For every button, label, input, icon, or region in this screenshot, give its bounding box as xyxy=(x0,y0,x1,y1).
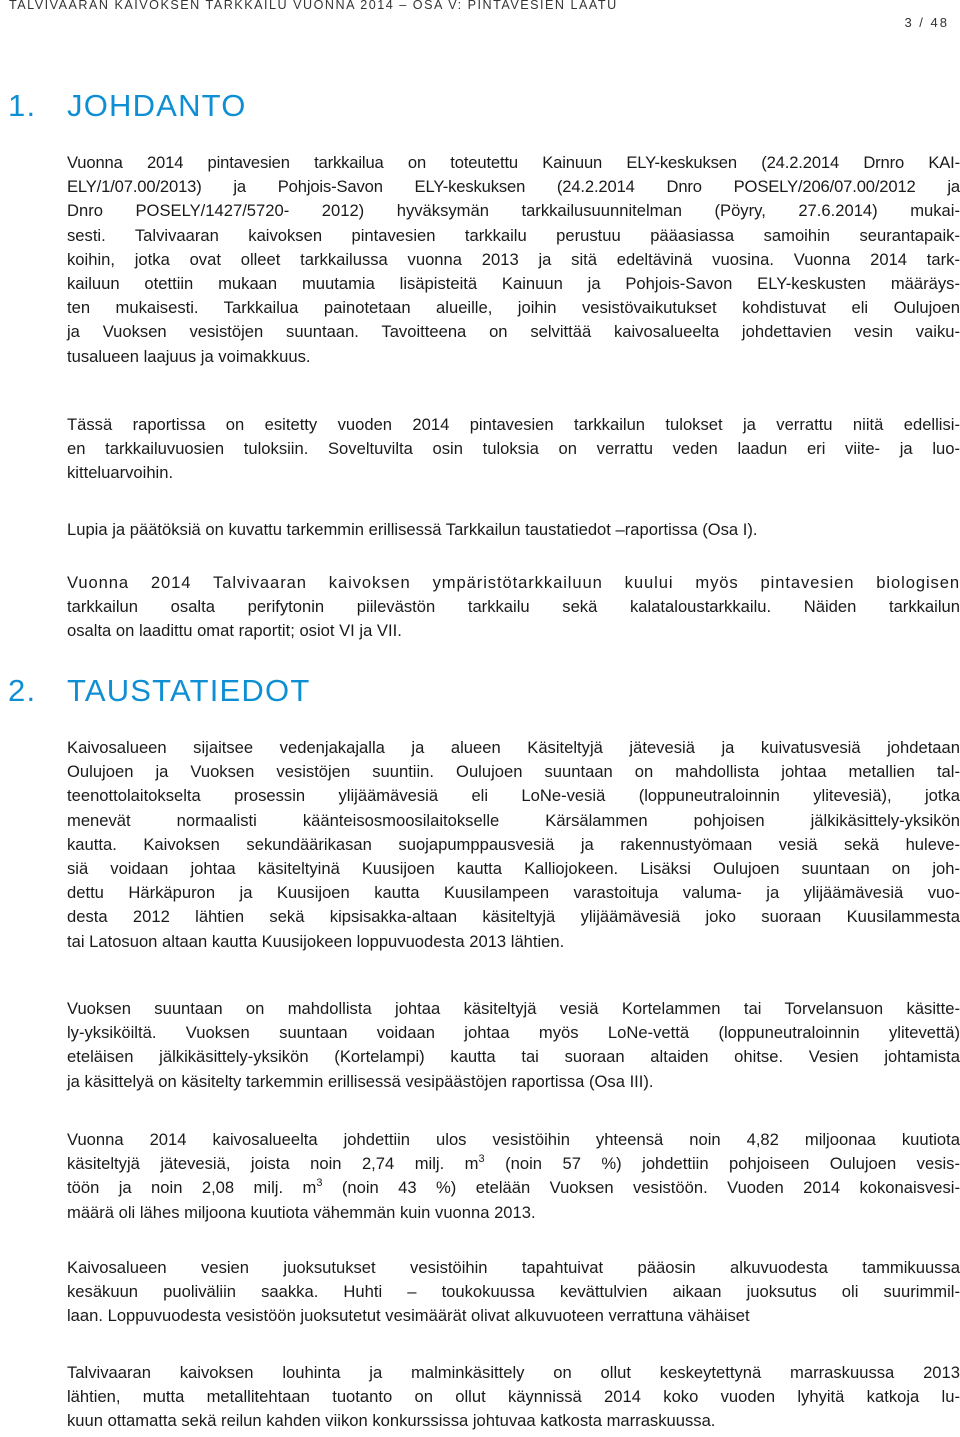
text-line: Dnro POSELY/1427/5720- 2012) hyväksymän tarkkailusuunnitelman (Pöyry, 27.6.2014) mukai- xyxy=(67,201,960,221)
text-line: Vuoksen suuntaan on mahdollista johtaa käsiteltyjä vesiä Kortelammen tai Torvelansuon käsitte- xyxy=(67,999,960,1018)
text-line: ja käsittelyä on käsitelty tarkemmin erillisessä vesipäästöjen raportissa (Osa III). xyxy=(67,1071,654,1091)
paragraph xyxy=(67,413,960,486)
text-line: Vuonna 2014 Talvivaaran kaivoksen ympäristötarkkailuun kuului myös pintavesien biologisen xyxy=(67,573,960,592)
text-line: ELY/1/07.00/2013) ja Pohjois-Savon ELY-keskuksen (24.2.2014 Dnro POSELY/206/07.00/2012 ja xyxy=(67,177,960,197)
text-line: dettu Härkäpuron ja Kuusijoen kautta Kuusilampeen varastoituja valuma- ja ylijäämävesiä vuo- xyxy=(67,883,960,903)
text-segment: (noin 57 %) johdettiin pohjoiseen Oulujoen vesis- xyxy=(484,1154,960,1174)
text-line: ja Vuoksen vesistöjen suuntaan. Tavoitteena on selvittää kaivosalueelta johdettavien vesin vaiku- xyxy=(67,322,960,342)
text-line xyxy=(67,1176,960,1200)
text-line: sesti. Talvivaaran kaivoksen pintavesien tarkkailu perustuu pääasiassa samoihin seurantapaik- xyxy=(67,225,960,245)
text-line: Kaivosalueen sijaitsee vedenjakajalla ja alueen Käsiteltyjä jätevesiä ja kuivatusvesiä johdetaan xyxy=(67,738,960,757)
text-line: tusalueen laajuus ja voimakkuus. xyxy=(67,346,311,366)
text-line: eteläisen jälkikäsittely-yksikön (Kortelampi) kautta tai suoraan altaiden ohitse. Vesien johtamista xyxy=(67,1047,960,1067)
text-line: menevät normaalisti käänteisosmoosilaitokselle Kärsälammen pohjoisen jälkikäsittely-yksikön xyxy=(67,810,960,830)
text-line: siä voidaan johtaa käsiteltyinä Kuusijoen kautta Kalliojokeen. Lisäksi Oulujoen suuntaan on joh- xyxy=(67,859,960,879)
text-line: kitteluarvoihin. xyxy=(67,463,174,483)
text-line: ten mukaisesti. Tarkkailua painotetaan alueille, joihin vesistövaikutukset kohdistuvat eli Oulujoen xyxy=(67,298,960,318)
section-number: 1. xyxy=(8,88,37,123)
text-line: kuun ottamatta sekä reilun kahden viikon konkurssissa johtuvaa katkosta marraskuussa. xyxy=(67,1411,716,1431)
text-line: kailuun otettiin mukaan muutamia lisäpisteitä Kainuun ja Pohjois-Savon ELY-keskusten määräys- xyxy=(67,274,960,294)
text-line: Vuonna 2014 pintavesien tarkkailua on toteutettu Kainuun ELY-keskuksen (24.2.2014 Drnro KAI- xyxy=(67,153,960,172)
page-number: 3 / 48 xyxy=(904,15,949,30)
text-line: laan. Loppuvuodesta vesistöön juoksutetut vesimäärät olivat alkuvuoteen verrattuna vähäiset xyxy=(67,1306,750,1326)
text-line: Tässä raportissa on esitetty vuoden 2014 pintavesien tarkkailun tulokset ja verrattu niitä edellisi- xyxy=(67,415,960,434)
text-line: Talvivaaran kaivoksen louhinta ja malminkäsittely on ollut keskeytettynä marraskuussa 2013 xyxy=(67,1363,960,1382)
text-line: Oulujoen ja Vuoksen vesistöjen suuntiin. Oulujoen suuntaan on mahdollista johtaa metallien tal- xyxy=(67,762,960,782)
paragraph xyxy=(67,1128,960,1225)
text-line: Kaivosalueen vesien juoksutukset vesistöihin tapahtuivat pääosin alkuvuodesta tammikuussa xyxy=(67,1258,960,1277)
text-line: teenottolaitokselta prosessin ylijäämävesiä eli LoNe-vesiä (loppuneutraloinnin ylitevesiä), jotka xyxy=(67,786,960,806)
text-line: osalta on laadittu omat raportit; osiot VI ja VII. xyxy=(67,621,402,641)
text-line: koihin, jotka ovat olleet tarkkailussa vuonna 2013 ja sitä edeltävinä vuosina. Vuonna 2014 tark- xyxy=(67,249,960,269)
text-line: en tarkkailuvuosien tuloksiin. Soveltuvilta osin tuloksia on verrattu veden laadun eri viite- ja luo- xyxy=(67,439,960,459)
text-line: kesäkuun puoliväliin saakka. Huhti – toukokuussa kevättulvien aikaan juoksutus oli suurimmil- xyxy=(67,1282,960,1302)
section-title: TAUSTATIEDOT xyxy=(67,673,311,708)
running-header: TALVIVAARAN KAIVOKSEN TARKKAILU VUONNA 2014 – OSA V: PINTAVESIEN LAATU xyxy=(9,0,618,12)
text-line: desta 2012 lähtien sekä kipsisakka-altaan käsiteltyjä ylijäämävesiä joko suoraan Kuusilammesta xyxy=(67,907,960,927)
paragraph xyxy=(67,151,960,369)
text-line: tarkkailun osalta perifytonin piilevästön tarkkailu sekä kalataloustarkkailu. Näiden tarkkailun xyxy=(67,597,960,617)
paragraph xyxy=(67,1256,960,1329)
superscript: 3 xyxy=(316,1177,323,1190)
section-number: 2. xyxy=(8,673,37,708)
text-line xyxy=(67,1152,960,1176)
text-line: tai Latosuon altaan kautta Kuusijokeen loppuvuodesta 2013 lähtien. xyxy=(67,931,565,951)
text-line: kautta. Kaivoksen sekundäärikasan suojapumppausvesiä ja rakennustyömaan vesiä sekä huleve- xyxy=(67,834,960,854)
text-segment: (noin 43 %) etelään Vuoksen vesistöön. Vuoden 2014 kokonaisvesi- xyxy=(322,1178,960,1198)
text-line: Vuonna 2014 kaivosalueelta johdettiin ulos vesistöihin yhteensä noin 4,82 miljoonaa kuutiota xyxy=(67,1130,960,1149)
section-heading-johdanto xyxy=(8,87,247,125)
text-line: lähtien, mutta metallitehtaan tuotanto on ollut käynnissä 2014 koko vuoden lyhyitä katkoja lu- xyxy=(67,1387,960,1407)
paragraph xyxy=(67,1361,960,1434)
text-line: Lupia ja päätöksiä on kuvattu tarkemmin erillisessä Tarkkailun taustatiedot –raportissa (Osa I). xyxy=(67,520,758,539)
section-title: JOHDANTO xyxy=(67,88,247,123)
paragraph xyxy=(67,997,960,1094)
text-segment: käsiteltyjä jätevesiä, joista noin 2,74 milj. m xyxy=(67,1154,479,1174)
paragraph xyxy=(67,571,960,644)
section-heading-taustatiedot xyxy=(8,672,310,710)
paragraph xyxy=(67,518,960,542)
text-line: ly-yksiköiltä. Vuoksen suuntaan voidaan johtaa myös LoNe-vettä (loppuneutraloinnin ylitevettä) xyxy=(67,1023,960,1043)
paragraph xyxy=(67,736,960,954)
text-segment: töön ja noin 2,08 milj. m xyxy=(67,1178,317,1198)
text-line: määrä oli lähes miljoona kuutiota vähemmän kuin vuonna 2013. xyxy=(67,1202,536,1222)
superscript: 3 xyxy=(478,1153,485,1166)
